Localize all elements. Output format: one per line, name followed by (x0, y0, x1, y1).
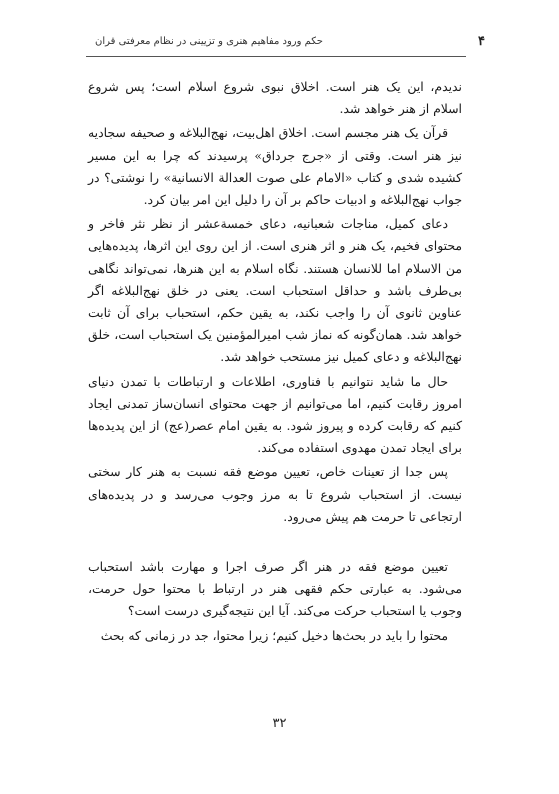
running-header-title: حکم ورود مفاهیم هنری و تزیینی در نظام معرفتی قرآن (95, 36, 323, 47)
header-page-number: ۴ (478, 34, 485, 49)
paragraph-4: حال ما شاید نتوانیم با فناوری، اطلاعات و ارتباطات با تمدن دنیای امروز رقابت کنیم، اما می‌توانیم از جهت محتوای انسان‌ساز تمدنی ایجاد کنیم که رقابت کرده و پیروز شود. به یقین امام عصر(عج) از این پدیده‌ها برای ایجاد تمدن مهدوی استفاده می‌کند. (88, 373, 462, 456)
paragraph-5: پس جدا از تعینات خاص، تعیین موضع فقه نسبت به هنر کار سختی نیست. از استحباب شروع تا به مرز وجوب می‌رسد و در پدیده‌های ارتجاعی تا حرمت هم پیش می‌رود. (88, 464, 462, 524)
header-divider (86, 56, 466, 57)
body-text (88, 76, 462, 649)
paragraph-1: ندیدم، این یک هنر است. اخلاق نبوی شروع اسلام است؛ پس شروع اسلام از هنر خواهد شد. (88, 79, 462, 117)
paragraph-7: محتوا را باید در بحث‌ها دخیل کنیم؛ زیرا محتوا، جد در زمانی که بحث (100, 627, 448, 643)
paragraph-3: دعای کمیل، مناجات شعبانیه، دعای خمسةعشر از نظر نثر فاخر و محتوای فخیم، یک هنر و اثر هنری است. از این روی این اثرها، پدیده‌هایی من الاسلام اما للانسان هستند. نگاه اسلام به این هنرها، نمی‌تواند نگاهی بی‌طرف باشد و حداقل استحباب است. یعنی در خلق نهج‌البلاغه اگر عناوین ثانوی آن را واجب نکند، به یقین حکم، استحباب برای آن ثابت خواهد شد. همان‌گونه که نماز شب امیرالمؤمنین یک استحباب است، خلق نهج‌البلاغه و دعای کمیل نیز مستحب خواهد شد. (88, 216, 462, 365)
footer-page-number: ۳۲ (272, 716, 287, 731)
paragraph-2: قرآن یک هنر مجسم است. اخلاق اهل‌بیت، نهج‌البلاغه و صحیفه سجادیه نیز هنر است. وقتی از «جرج جرداق» پرسیدند که چرا به این مسیر کشیده شدی و کتاب «الامام علی صوت العدالة الانسانیة» را نوشتی؟ در جواب نهج‌البلاغه و ادبیات حاکم بر آن را دلیل این امر بیان کرد. (88, 125, 462, 208)
paragraph-6: تعیین موضع فقه در هنر اگر صرف اجرا و مهارت باشد استحباب می‌شود. به عبارتی حکم فقهی هنر در ارتباط با محتوا حول حرمت، وجوب یا استحباب حرکت می‌کند. آیا این نتیجه‌گیری درست است؟ (88, 559, 462, 619)
